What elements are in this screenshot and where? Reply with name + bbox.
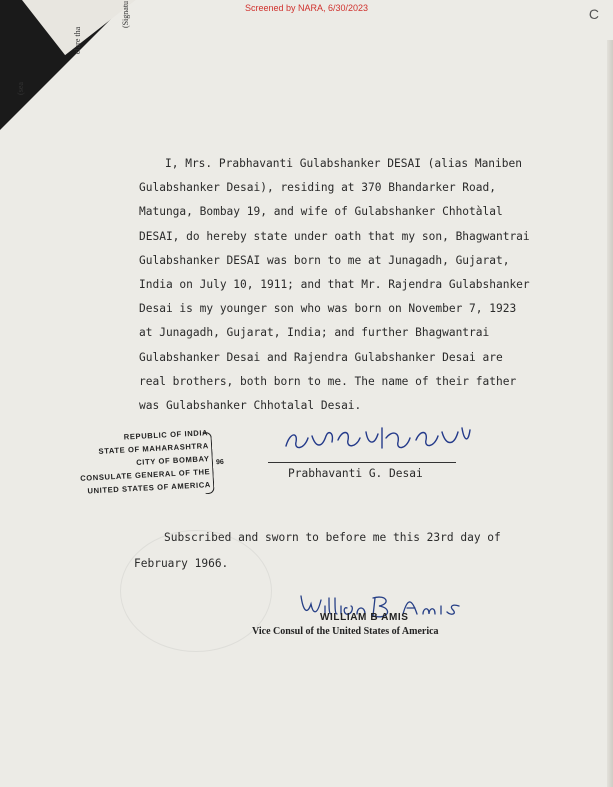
signature-line (268, 462, 456, 463)
corner-fragment-3: (sea (15, 82, 25, 95)
jurat-line-1: Subscribed and sworn to before me this 23rd day of (164, 531, 501, 544)
body-line: India on July 10, 1911; and that Mr. Rajendra Gulabshanker (139, 278, 530, 292)
body-line: at Junagadh, Gujarat, India; and further Bhagwantrai (139, 326, 490, 340)
body-line: was Gulabshanker Chhotalal Desai. (139, 399, 362, 413)
affiant-signature (282, 418, 472, 458)
body-line: real brothers, both born to me. The name of their father (139, 374, 517, 388)
jurat (134, 525, 501, 577)
stamp-number: 96 (215, 458, 224, 467)
body-line: Gulabshanker Desai), residing at 370 Bhandarker Road, (139, 181, 496, 195)
page-edge-shadow (607, 40, 613, 787)
stamp-line: CONSULATE GENERAL OF THE (79, 467, 211, 483)
stamp-bracket (202, 432, 214, 494)
page-mark: C (588, 6, 599, 22)
stamp-line: UNITED STATES OF AMERICA (87, 480, 212, 496)
body-line: DESAI, do hereby state under oath that my son, Bhagwantrai (139, 229, 530, 243)
body-line: Gulabshanker DESAI was born to me at Junagadh, Gujarat, (139, 253, 510, 267)
jurat-line-2: February 1966. (134, 557, 229, 570)
body-line: Gulabshanker Desai and Rajendra Gulabshanker Desai are (139, 350, 503, 364)
body-line: Desai is my younger son who was born on November 7, 1923 (139, 302, 517, 316)
body-line: Matunga, Bombay 19, and wife of Gulabshanker Chhotàlal (139, 205, 503, 219)
corner-fragment-2: clare tha (73, 26, 83, 55)
consul-title: Vice Consul of the United States of America (252, 626, 439, 637)
venue-stamp (58, 426, 211, 499)
stamp-line: CITY OF BOMBAY (135, 454, 210, 467)
affiant-name: Prabhavanti G. Desai (288, 467, 423, 480)
consul-name: WILLIAM B AMIS (320, 612, 409, 623)
stamp-line: REPUBLIC OF INDIA (123, 428, 209, 442)
stamp-line: STATE OF MAHARASHTRA (98, 441, 210, 456)
corner-fragment-1: (Signatu (121, 0, 131, 29)
screening-banner: Screened by NARA, 6/30/2023 (244, 3, 369, 13)
affidavit-body (139, 152, 530, 418)
body-line: I, Mrs. Prabhavanti Gulabshanker DESAI (alias Maniben (165, 157, 522, 170)
